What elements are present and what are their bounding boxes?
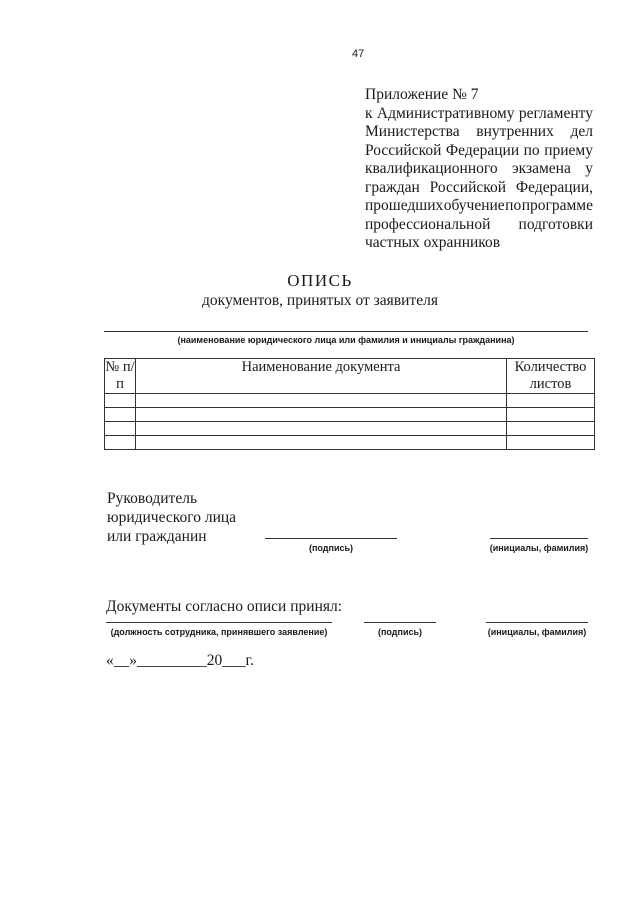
table-cell xyxy=(105,422,136,436)
receipt-name-caption: (инициалы, фамилия) xyxy=(487,627,587,637)
date-line: «__»_________20___г. xyxy=(106,652,254,669)
appendix-word: Министерства xyxy=(365,123,460,140)
signer-label xyxy=(107,489,236,546)
appendix-line xyxy=(365,105,593,124)
receipt-signature-caption: (подпись) xyxy=(377,627,423,637)
table-cell xyxy=(105,436,136,450)
receipt-heading: Документы согласно описи принял: xyxy=(106,598,343,615)
table-cell xyxy=(105,408,136,422)
signer-line: или гражданин xyxy=(107,528,207,545)
appendix-line xyxy=(365,197,593,216)
appendix-line xyxy=(365,160,593,179)
applicant-caption: (наименование юридического лица или фамилия и инициалы гражданина) xyxy=(177,335,515,345)
appendix-word: граждан xyxy=(365,178,420,196)
appendix-word: дел xyxy=(570,123,593,140)
receipt-signature-line xyxy=(364,622,436,623)
appendix-word: Федерации, xyxy=(515,178,593,196)
table-cell xyxy=(507,408,595,422)
receipt-position-caption: (должность сотрудника, принявшего заявление) xyxy=(110,627,328,637)
appendix-last-line: частных охранников xyxy=(365,234,501,251)
appendix-word: внутренних xyxy=(476,123,554,140)
appendix-word: Российской xyxy=(429,178,507,196)
table-cell xyxy=(507,394,595,408)
signer-line: юридического лица xyxy=(107,509,237,526)
header-number: № п/п xyxy=(105,359,135,392)
document-title: ОПИСЬ xyxy=(287,271,353,290)
table-cell xyxy=(136,394,507,408)
appendix-word: обучение xyxy=(443,197,505,214)
appendix-word: по xyxy=(523,141,540,159)
signer-signature-line xyxy=(265,538,397,539)
appendix-word: экзамена xyxy=(512,160,571,177)
table-cell xyxy=(507,422,595,436)
table-cell xyxy=(105,394,136,408)
table-row xyxy=(105,422,595,436)
documents-table xyxy=(104,358,595,450)
document-subtitle: документов, принятых от заявителя xyxy=(202,292,438,309)
table-row xyxy=(105,408,595,422)
appendix-word: Федерации xyxy=(445,141,520,159)
appendix-word: приему xyxy=(544,141,593,159)
header-document-name: Наименование документа xyxy=(136,359,507,394)
appendix-line xyxy=(365,142,593,161)
signer-name-caption: (инициалы, фамилия) xyxy=(489,543,589,553)
appendix-word: к xyxy=(365,104,373,122)
appendix-block xyxy=(365,86,593,253)
header-sheet-count: Количество листов xyxy=(507,359,595,394)
appendix-word: профессиональной xyxy=(365,215,491,233)
signer-signature-caption: (подпись) xyxy=(308,543,354,553)
table-cell xyxy=(507,436,595,450)
appendix-word: программе xyxy=(521,197,593,214)
appendix-line xyxy=(365,216,593,235)
appendix-word: регламенту xyxy=(518,104,593,122)
table-cell xyxy=(136,408,507,422)
applicant-name-line xyxy=(104,331,588,332)
signer-line: Руководитель xyxy=(107,490,198,507)
table-cell xyxy=(136,436,507,450)
appendix-word: Административному xyxy=(376,104,515,122)
table-header-row xyxy=(105,359,595,394)
appendix-lines xyxy=(365,105,593,235)
appendix-line xyxy=(365,179,593,198)
receipt-position-line xyxy=(106,622,332,623)
table-row xyxy=(105,436,595,450)
appendix-word: квалификационного xyxy=(365,160,498,177)
table-row xyxy=(105,394,595,408)
page-number: 47 xyxy=(352,48,365,60)
appendix-word: по xyxy=(505,197,522,214)
appendix-word: подготовки xyxy=(518,215,593,233)
appendix-title: Приложение № 7 xyxy=(365,86,479,103)
appendix-word: Российской xyxy=(365,141,442,159)
appendix-line xyxy=(365,123,593,142)
appendix-word: у xyxy=(585,160,593,177)
appendix-word: прошедших xyxy=(365,197,444,214)
signer-name-line xyxy=(490,538,588,539)
receipt-name-line xyxy=(486,622,588,623)
table-cell xyxy=(136,422,507,436)
